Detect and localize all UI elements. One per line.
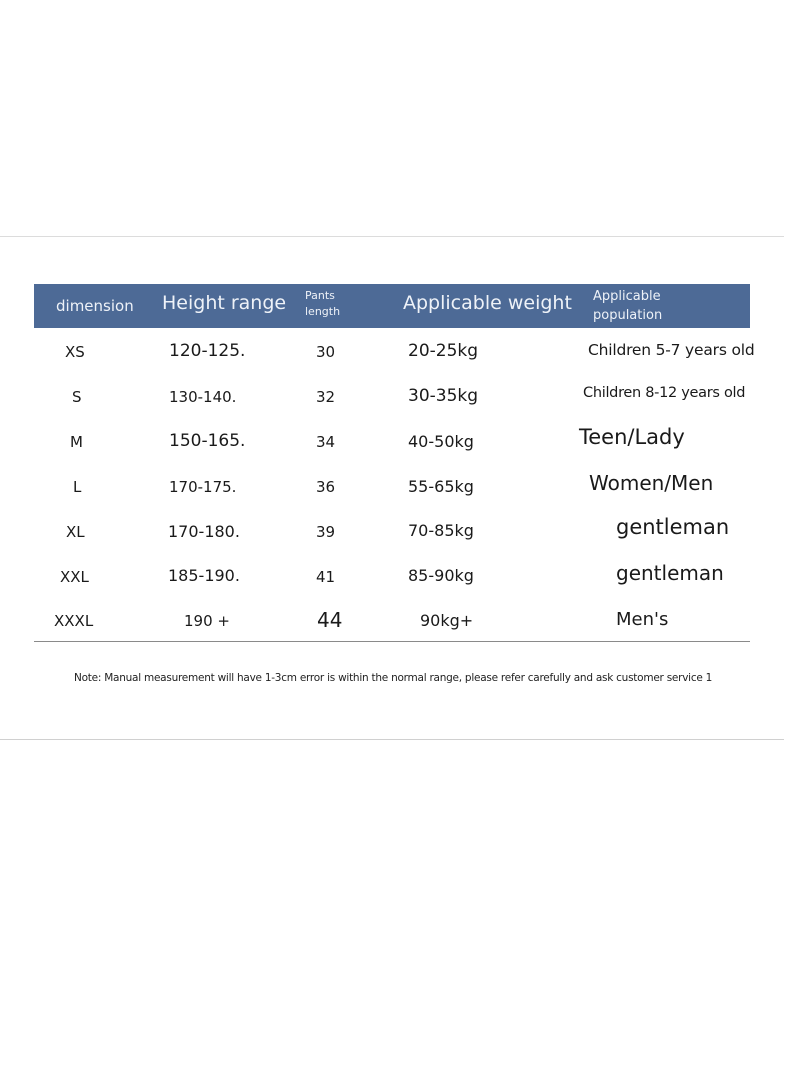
measurement-note: Note: Manual measurement will have 1-3cm error is within the normal range, please refer carefully and ask customer service 1 xyxy=(74,672,713,684)
cell-population: gentleman xyxy=(616,561,724,585)
cell-height: 130-140. xyxy=(169,388,237,406)
cell-size: S xyxy=(72,388,82,406)
cell-pants: 32 xyxy=(316,388,336,406)
size-chart-panel xyxy=(0,236,784,740)
cell-height: 185-190. xyxy=(168,566,240,585)
cell-height: 150-165. xyxy=(169,431,246,451)
cell-population: Teen/Lady xyxy=(579,425,685,449)
cell-population: Men's xyxy=(616,609,669,630)
cell-pants: 41 xyxy=(316,568,336,586)
cell-size: XL xyxy=(66,523,85,541)
table-row xyxy=(34,601,750,645)
cell-weight: 40-50kg xyxy=(408,432,474,451)
table-bottom-divider xyxy=(34,641,750,642)
header-height-range: Height range xyxy=(162,292,287,314)
cell-size: M xyxy=(70,433,83,451)
cell-pants: 44 xyxy=(317,608,343,632)
cell-size: XXL xyxy=(60,568,89,586)
cell-height: 170-180. xyxy=(168,522,240,541)
cell-weight: 30-35kg xyxy=(408,386,479,406)
cell-size: L xyxy=(73,478,82,496)
header-applicable-population: Applicable population xyxy=(593,289,663,323)
cell-weight: 20-25kg xyxy=(408,341,479,361)
table-row xyxy=(34,421,750,465)
table-row xyxy=(34,331,755,375)
table-row xyxy=(34,556,750,600)
cell-height: 170-175. xyxy=(169,478,237,496)
header-applicable-weight: Applicable weight xyxy=(403,292,572,314)
cell-population: Women/Men xyxy=(589,471,714,495)
cell-height: 120-125. xyxy=(169,341,246,361)
cell-pants: 30 xyxy=(316,343,336,361)
cell-pants: 34 xyxy=(316,433,336,451)
cell-population: gentleman xyxy=(616,515,730,539)
table-header xyxy=(34,284,750,328)
table-row xyxy=(34,511,750,555)
cell-weight: 70-85kg xyxy=(408,521,474,540)
table-row xyxy=(34,466,750,510)
cell-height: 190 + xyxy=(184,612,230,630)
cell-size: XXXL xyxy=(54,612,94,630)
header-pants-length: Pants length xyxy=(305,289,341,318)
cell-weight: 85-90kg xyxy=(408,566,474,585)
cell-population: Children 8-12 years old xyxy=(583,385,746,401)
cell-weight: 90kg+ xyxy=(420,611,474,630)
table-row xyxy=(34,376,750,420)
cell-size: XS xyxy=(65,343,85,361)
cell-pants: 36 xyxy=(316,478,336,496)
cell-weight: 55-65kg xyxy=(408,477,474,496)
cell-population: Children 5-7 years old xyxy=(588,341,755,359)
header-dimension: dimension xyxy=(56,297,134,315)
cell-pants: 39 xyxy=(316,523,336,541)
